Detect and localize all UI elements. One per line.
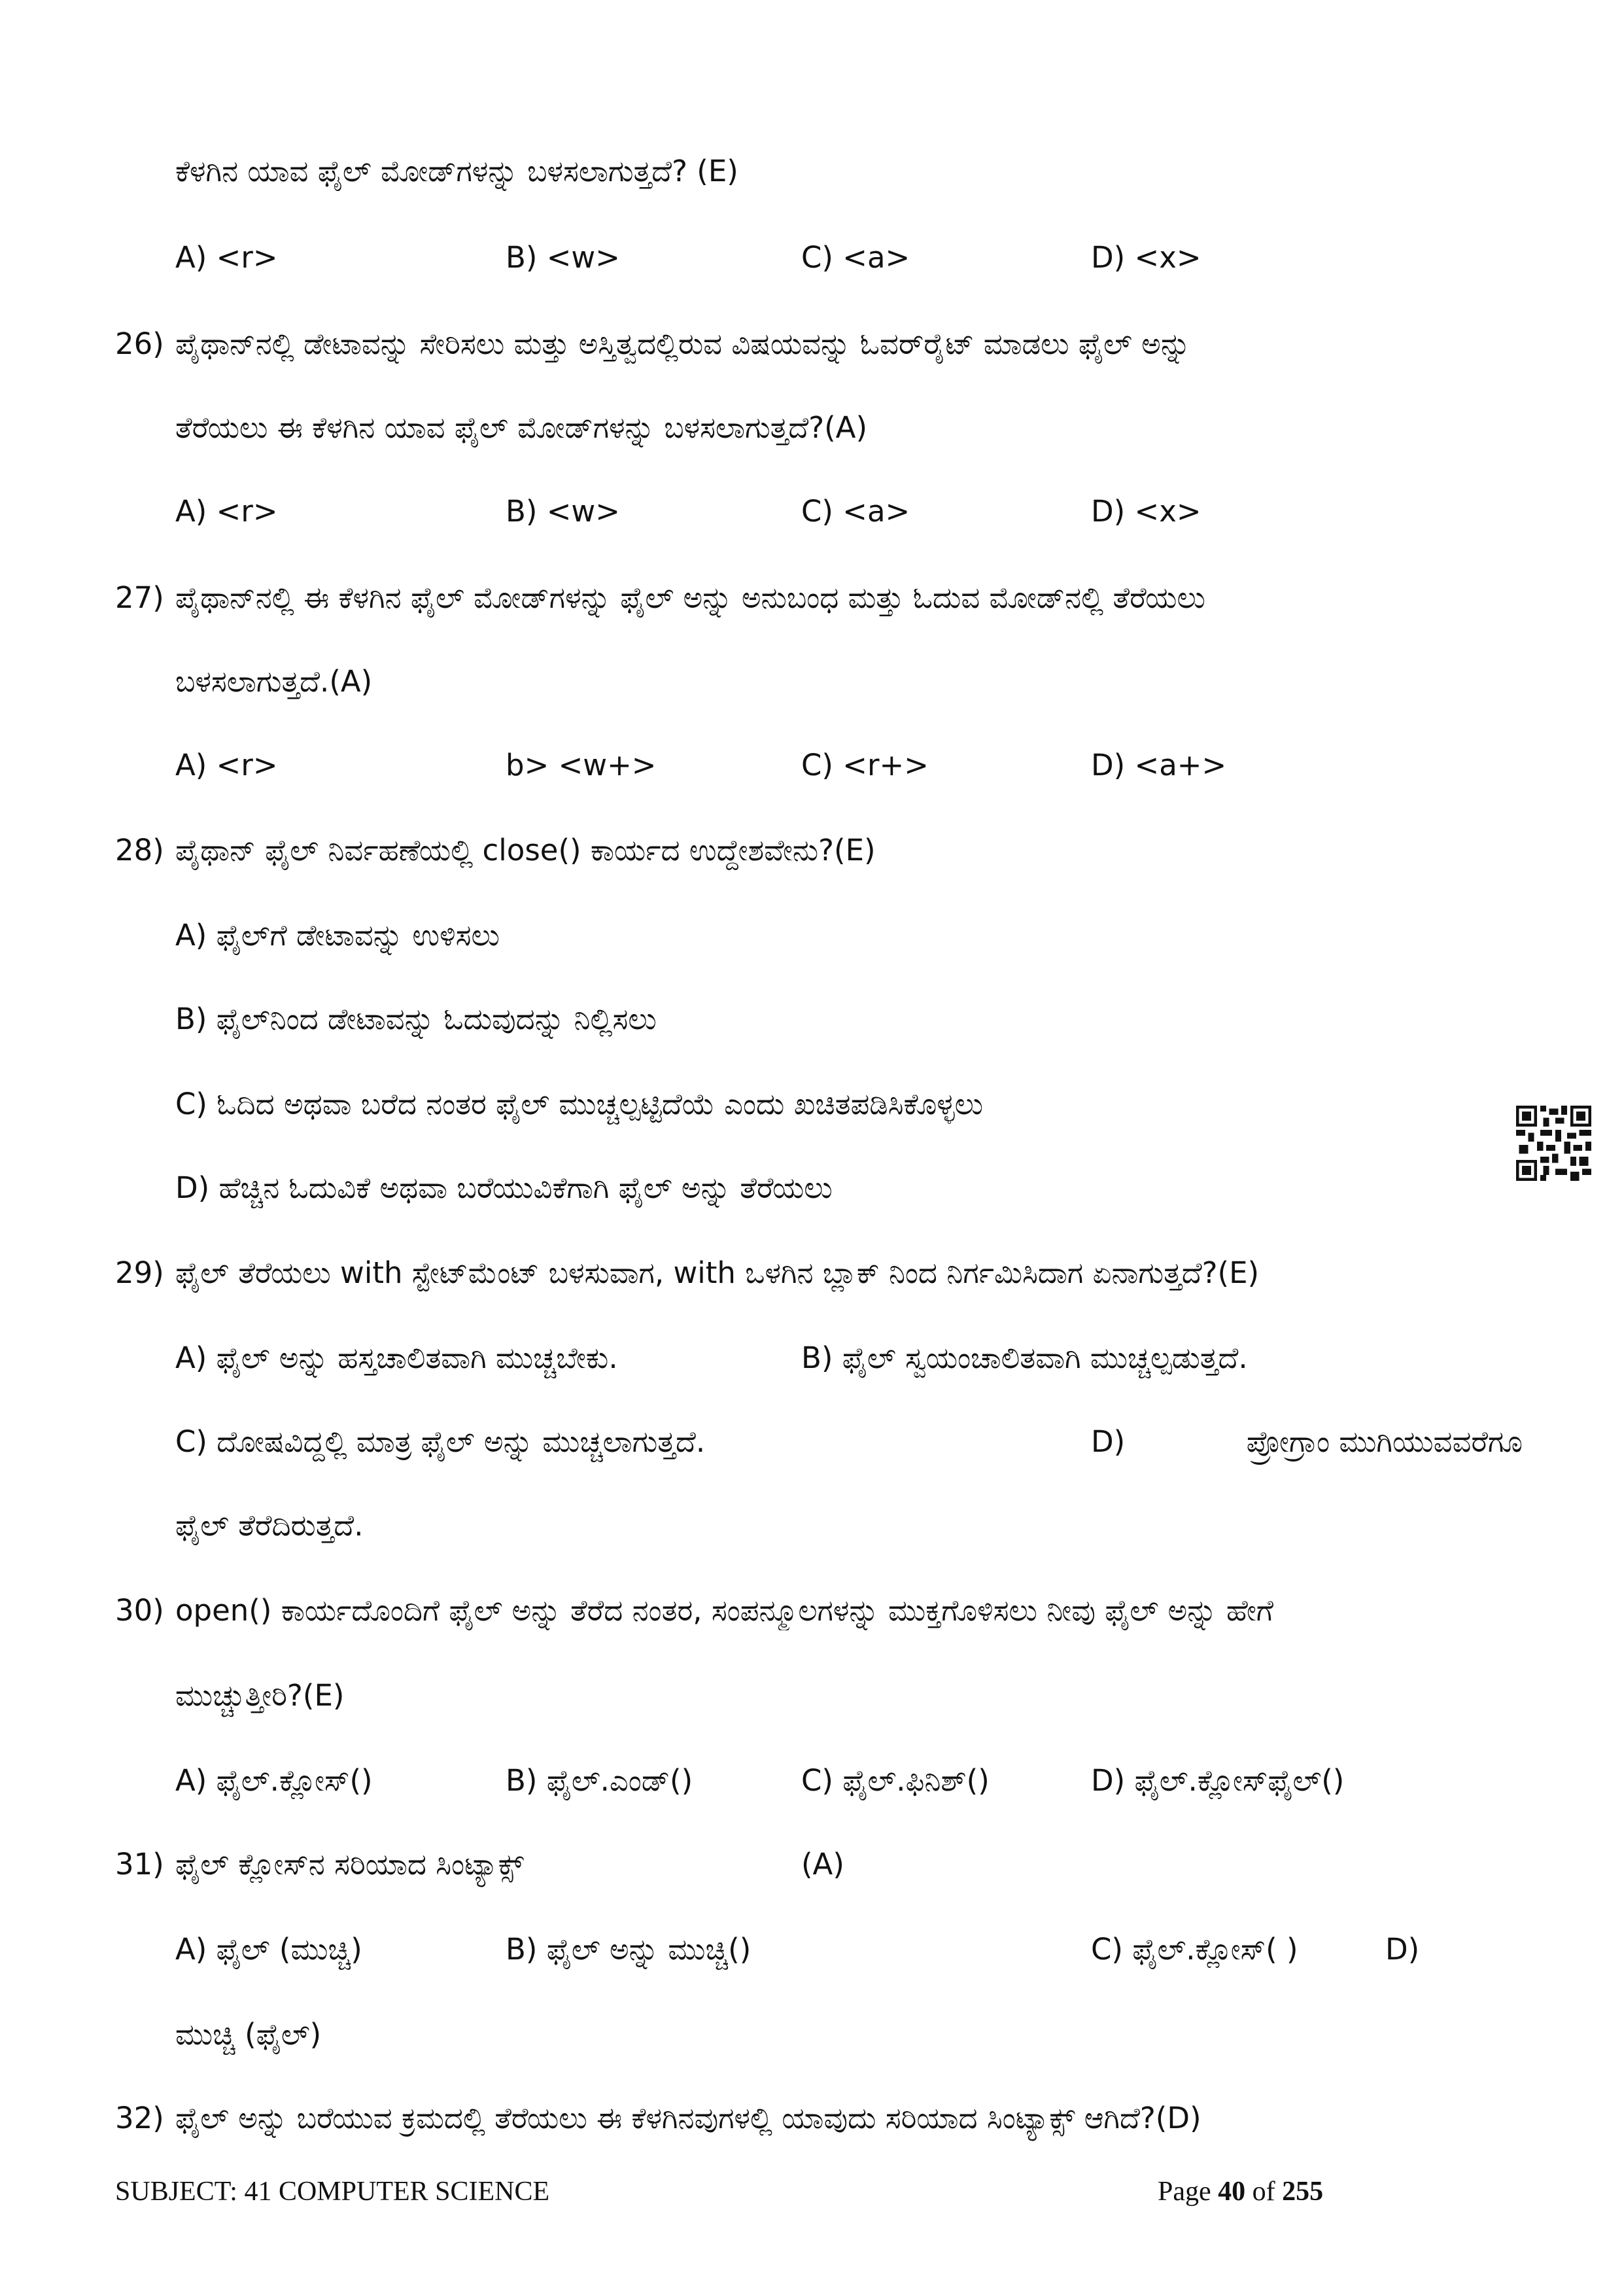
q29-option-d-text-line2: ಫೈಲ್ ತೆರೆದಿರುತ್ತದೆ. — [175, 1508, 364, 1543]
footer-page-prefix: Page — [1158, 2177, 1218, 2207]
q25-option-a: A) <r> — [175, 240, 278, 275]
q27-text-line2: ಬಳಸಲಾಗುತ್ತದೆ.(A) — [175, 664, 373, 699]
q31-option-b: B) ಫೈಲ್ ಅನ್ನು ಮುಚ್ಚಿ() — [506, 1932, 752, 1967]
q26-option-b: B) <w> — [506, 494, 620, 529]
q26-option-d: D) <x> — [1091, 494, 1201, 529]
q26-option-c: C) <a> — [801, 494, 910, 529]
q31-option-d-text: ಮುಚ್ಚಿ (ಫೈಲ್) — [175, 2017, 322, 2052]
q27-option-d: D) <a+> — [1091, 748, 1227, 782]
q32-number: 32) — [115, 2101, 164, 2135]
q30-option-d: D) ಫೈಲ್.ಕ್ಲೋಸ್‌ಫೈಲ್() — [1091, 1763, 1345, 1798]
q27-option-a: A) <r> — [175, 748, 278, 782]
q31-number: 31) — [115, 1847, 164, 1882]
q29-option-b: B) ಫೈಲ್ ಸ್ವಯಂಚಾಲಿತವಾಗಿ ಮುಚ್ಚಲ್ಪಡುತ್ತದೆ. — [801, 1340, 1248, 1375]
footer-page-number — [1158, 2172, 1323, 2211]
q29-option-c: C) ದೋಷವಿದ್ದಲ್ಲಿ ಮಾತ್ರ ಫೈಲ್ ಅನ್ನು ಮುಚ್ಚಲಾಗುತ್ತದೆ. — [175, 1424, 706, 1459]
q27-option-c: C) <r+> — [801, 748, 929, 782]
q26-option-a: A) <r> — [175, 494, 278, 529]
q31-option-a: A) ಫೈಲ್ (ಮುಚ್ಚಿ) — [175, 1932, 362, 1967]
qr-code-icon — [1516, 1106, 1591, 1181]
q27-number: 27) — [115, 580, 164, 615]
q28-option-b: B) ಫೈಲ್‌ನಿಂದ ಡೇಟಾವನ್ನು ಓದುವುದನ್ನು ನಿಲ್ಲಿಸಲು — [175, 1002, 657, 1036]
q30-text-line1: open() ಕಾರ್ಯದೊಂದಿಗೆ ಫೈಲ್ ಅನ್ನು ತೆರೆದ ನಂತರ, ಸಂಪನ್ಮೂಲಗಳನ್ನು ಮುಕ್ತಗೊಳಿಸಲು ನೀವು ಫೈಲ್ ಅನ್ನು ಹೇಗೆ — [175, 1593, 1273, 1628]
q28-option-d: D) ಹೆಚ್ಚಿನ ಓದುವಿಕೆ ಅಥವಾ ಬರೆಯುವಿಕೆಗಾಗಿ ಫೈಲ್ ಅನ್ನು ತೆರೆಯಲು — [175, 1170, 833, 1205]
q29-option-d-text: ಪ್ರೋಗ್ರಾಂ ಮುಗಿಯುವವರೆಗೂ — [1246, 1424, 1523, 1459]
footer-page-of: of — [1245, 2177, 1283, 2207]
q26-text-line1: ಪೈಥಾನ್‌ನಲ್ಲಿ ಡೇಟಾವನ್ನು ಸೇರಿಸಲು ಮತ್ತು ಅಸ್ತಿತ್ವದಲ್ಲಿರುವ ವಿಷಯವನ್ನು ಓವರ್‌ರೈಟ್ ಮಾಡಲು ಫೈಲ್ ಅನ್ನು — [175, 326, 1191, 361]
q30-option-b: B) ಫೈಲ್.ಎಂಡ್() — [506, 1763, 693, 1798]
q30-number: 30) — [115, 1593, 164, 1628]
q28-text-line1: ಪೈಥಾನ್ ಫೈಲ್ ನಿರ್ವಹಣೆಯಲ್ಲಿ close() ಕಾರ್ಯದ ಉದ್ದೇಶವೇನು?(E) — [175, 833, 876, 867]
q31-option-d-label: D) — [1385, 1932, 1420, 1967]
footer-page-total: 255 — [1282, 2177, 1324, 2207]
q26-number: 26) — [115, 326, 164, 361]
q25-option-b: B) <w> — [506, 240, 620, 275]
q32-text-line1: ಫೈಲ್ ಅನ್ನು ಬರೆಯುವ ಕ್ರಮದಲ್ಲಿ ತೆರೆಯಲು ಈ ಕೆಳಗಿನವುಗಳಲ್ಲಿ ಯಾವುದು ಸರಿಯಾದ ಸಿಂಟ್ಯಾಕ್ಸ್ ಆಗಿದೆ?(D) — [175, 2101, 1201, 2135]
q27-option-b: b> <w+> — [506, 748, 657, 782]
q31-option-c: C) ಫೈಲ್.ಕ್ಲೋಸ್( ) — [1091, 1932, 1298, 1967]
q27-text-line1: ಪೈಥಾನ್‌ನಲ್ಲಿ ಈ ಕೆಳಗಿನ ಫೈಲ್ ಮೋಡ್‌ಗಳನ್ನು ಫೈಲ್ ಅನ್ನು ಅನುಬಂಧ ಮತ್ತು ಓದುವ ಮೋಡ್‌ನಲ್ಲಿ ತೆರೆಯಲು — [175, 580, 1205, 615]
q29-number: 29) — [115, 1255, 164, 1290]
q30-option-c: C) ಫೈಲ್.ಫಿನಿಶ್() — [801, 1763, 990, 1798]
q25-option-c: C) <a> — [801, 240, 910, 275]
q25-text-line2: ಕೆಳಗಿನ ಯಾವ ಫೈಲ್ ಮೋಡ್‌ಗಳನ್ನು ಬಳಸಲಾಗುತ್ತದೆ? (E) — [175, 154, 738, 188]
q25-option-d: D) <x> — [1091, 240, 1201, 275]
q29-text-line1: ಫೈಲ್ ತೆರೆಯಲು with ಸ್ಟೇಟ್‌ಮೆಂಟ್ ಬಳಸುವಾಗ, with ಒಳಗಿನ ಬ್ಲಾಕ್ ನಿಂದ ನಿರ್ಗಮಿಸಿದಾಗ ಏನಾಗುತ್ತದೆ?(E) — [175, 1255, 1260, 1290]
footer-subject: SUBJECT: 41 COMPUTER SCIENCE — [115, 2177, 550, 2207]
q28-option-c: C) ಓದಿದ ಅಥವಾ ಬರೆದ ನಂತರ ಫೈಲ್ ಮುಚ್ಚಲ್ಪಟ್ಟಿದೆಯೆ ಎಂದು ಖಚಿತಪಡಿಸಿಕೊಳ್ಳಲು — [175, 1087, 984, 1121]
q30-text-line2: ಮುಚ್ಚುತ್ತೀರಿ?(E) — [175, 1678, 345, 1713]
q30-option-a: A) ಫೈಲ್.ಕ್ಲೋಸ್() — [175, 1763, 373, 1798]
q28-option-a: A) ಫೈಲ್‌ಗೆ ಡೇಟಾವನ್ನು ಉಳಿಸಲು — [175, 918, 500, 953]
q26-text-line2: ತೆರೆಯಲು ಈ ಕೆಳಗಿನ ಯಾವ ಫೈಲ್ ಮೋಡ್‌ಗಳನ್ನು ಬಳಸಲಾಗುತ್ತದೆ?(A) — [175, 410, 868, 445]
q29-option-a: A) ಫೈಲ್ ಅನ್ನು ಹಸ್ತಚಾಲಿತವಾಗಿ ಮುಚ್ಚಬೇಕು. — [175, 1340, 618, 1375]
q29-option-d-label: D) — [1091, 1424, 1126, 1459]
q31-answer: (A) — [801, 1847, 844, 1882]
footer-page-current: 40 — [1218, 2177, 1246, 2207]
q31-text-line1: ಫೈಲ್ ಕ್ಲೋಸ್‌ನ ಸರಿಯಾದ ಸಿಂಟ್ಯಾಕ್ಸ್ — [175, 1847, 524, 1882]
q28-number: 28) — [115, 833, 164, 867]
